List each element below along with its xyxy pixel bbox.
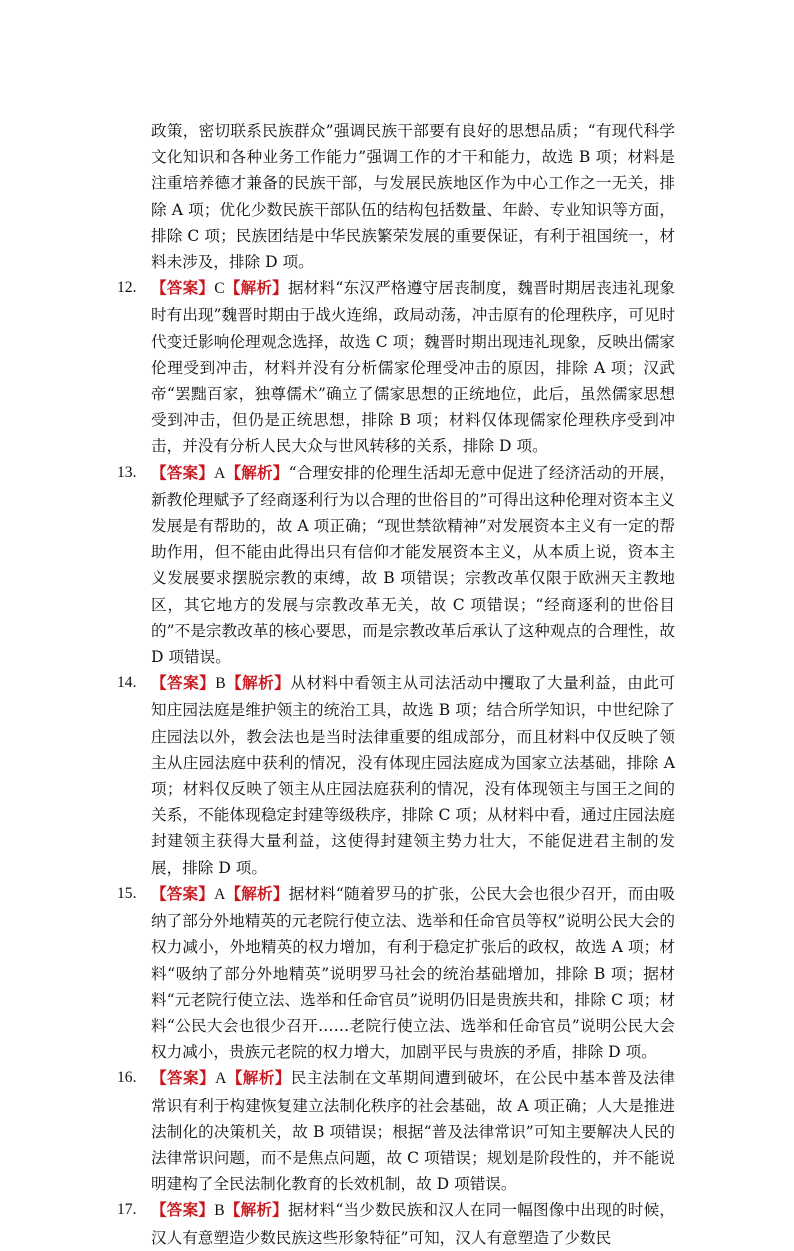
question-number: 12.: [117, 279, 137, 297]
answer-item-17: [117, 1197, 675, 1250]
answer-choice: B: [215, 675, 226, 693]
analysis-text: 据材料“东汉严格遵守居丧制度，魏晋时期居丧违礼现象时有出现”魏晋时期由于战火连绵，政局动荡，冲击原有的伦理秩序，可见时代变迁影响伦理观念选择，故选 C 项；魏晋时期出现违礼现象，反映出儒家伦理受到冲击，材料并没有分析儒家伦理受冲击的原因，排除 A 项；汉武帝“罢黜百家，独尊儒术”确立了儒家思想的正统地位，此后，虽然儒家思想受到冲击，但仍是正统思想，排除 B 项；材料仅体现儒家伦理秩序受到冲击，并没有分析人民大众与世风转移的关系，排除 D 项。: [151, 279, 675, 456]
answer-label: 【答案】: [151, 279, 215, 298]
answer-page: [117, 118, 675, 1251]
question-number: 13.: [117, 463, 137, 481]
question-number: 14.: [117, 674, 137, 692]
analysis-label: 【解析】: [225, 463, 289, 482]
analysis-label: 【解析】: [224, 1201, 288, 1220]
answer-item-14: [117, 670, 675, 881]
answer-label: 【答案】: [151, 1069, 216, 1088]
question-number: 16.: [117, 1069, 137, 1087]
answer-item-13: [117, 460, 675, 671]
answer-item-15: [117, 881, 675, 1065]
analysis-text: “合理安排的伦理生活却无意中促进了经济活动的开展，新教伦理赋予了经商逐利行为以合理的世俗目的”可得出这种伦理对资本主义发展是有帮助的，故 A 项正确；“现世禁欲精神”对发展资本主义有一定的帮助作用，但不能由此得出只有信仰才能发展资本主义，从本质上说，资本主义发展要求摆脱宗教的束缚，故 B 项错误；宗教改革仅限于欧洲天主教地区，其它地方的发展与宗教改革无关，故 C 项错误；“经商逐利的世俗目的”不是宗教改革的核心要思，而是宗教改革后承认了这种观点的合理性，故 D 项错误。: [151, 463, 675, 667]
continued-paragraph: 政策，密切联系民族群众”强调民族干部要有良好的思想品质；“有现代科学文化知识和各种业务工作能力”强调工作的才干和能力，故选 B 项；材料是注重培养德才兼备的民族干部，与发展民族地区作为中心工作之一无关，排除 A 项；优化少数民族干部队伍的结构包括数量、年龄、专业知识等方面，排除 C 项；民族团结是中华民族繁荣发展的重要保证，有利于祖国统一，材料未涉及，排除 D 项。: [151, 122, 675, 272]
analysis-label: 【解析】: [225, 674, 291, 693]
analysis-text: 据材料“当少数民族和汉人在同一幅图像中出现的时候，汉人有意塑造少数民族这些形象特征”可知，汉人有意塑造了少数民: [151, 1201, 675, 1247]
answer-label: 【答案】: [151, 884, 215, 903]
analysis-label: 【解析】: [226, 1069, 291, 1088]
answer-label: 【答案】: [151, 1201, 215, 1220]
analysis-text: 民主法制在文革期间遭到破坏，在公民中基本普及法律常识有利于构建恢复建立法制化秩序的社会基础，故 A 项正确；人大是推进法制化的决策机关，故 B 项错误；根据“普及法律常识”可知主要解决人民的法律常识问题，而不是焦点问题，故 C 项错误；规划是阶段性的，并不能说明建构了全民法制化教育的长效机制，故 D 项错误。: [151, 1069, 675, 1194]
answer-choice: C: [214, 280, 225, 298]
answer-choice: A: [215, 1070, 227, 1088]
analysis-text: 从材料中看领主从司法活动中攫取了大量利益，由此可知庄园法庭是维护领主的统治工具，故选 B 项；结合所学知识，中世纪除了庄园法以外，教会法也是当时法律重要的组成部分，而且材料中仅反映了领主从庄园法庭中获利的情况，没有体现庄园法庭成为国家立法基础，排除 A 项；材料仅反映了领主从庄园法庭获利的情况，没有体现领主与国王之间的关系，不能体现稳定封建等级秩序，排除 C 项；从材料中看，通过庄园法庭封建领主获得大量利益，这使得封建领主势力壮大，不能促进君主制的发展，排除 D 项。: [151, 674, 675, 877]
answer-item-16: [117, 1065, 675, 1197]
question-number: 15.: [117, 884, 137, 902]
answer-label: 【答案】: [151, 463, 215, 482]
answer-item-12: [117, 275, 675, 459]
question-number: 17.: [117, 1201, 137, 1219]
analysis-label: 【解析】: [225, 884, 289, 903]
analysis-text: 据材料“随着罗马的扩张，公民大会也很少召开，而由吸纳了部分外地精英的元老院行使立法、选举和任命官员等权”说明公民大会的权力减小，外地精英的权力增加，有利于稳定扩张后的政权，故选 A 项；材料“吸纳了部分外地精英”说明罗马社会的统治基础增加，排除 B 项；据材料“元老院行使立法、选举和任命官员”说明仍旧是贵族共和，排除 C 项；材料“公民大会也很少召开……老院行使立法、选举和任命官员”说明公民大会权力减小，贵族元老院的权力增大，加剧平民与贵族的矛盾，排除 D 项。: [151, 884, 675, 1062]
analysis-label: 【解析】: [224, 279, 288, 298]
answer-label: 【答案】: [151, 674, 216, 693]
answer-choice: A: [214, 464, 226, 482]
answer-choice: B: [214, 1202, 225, 1220]
answer-choice: A: [214, 885, 226, 903]
